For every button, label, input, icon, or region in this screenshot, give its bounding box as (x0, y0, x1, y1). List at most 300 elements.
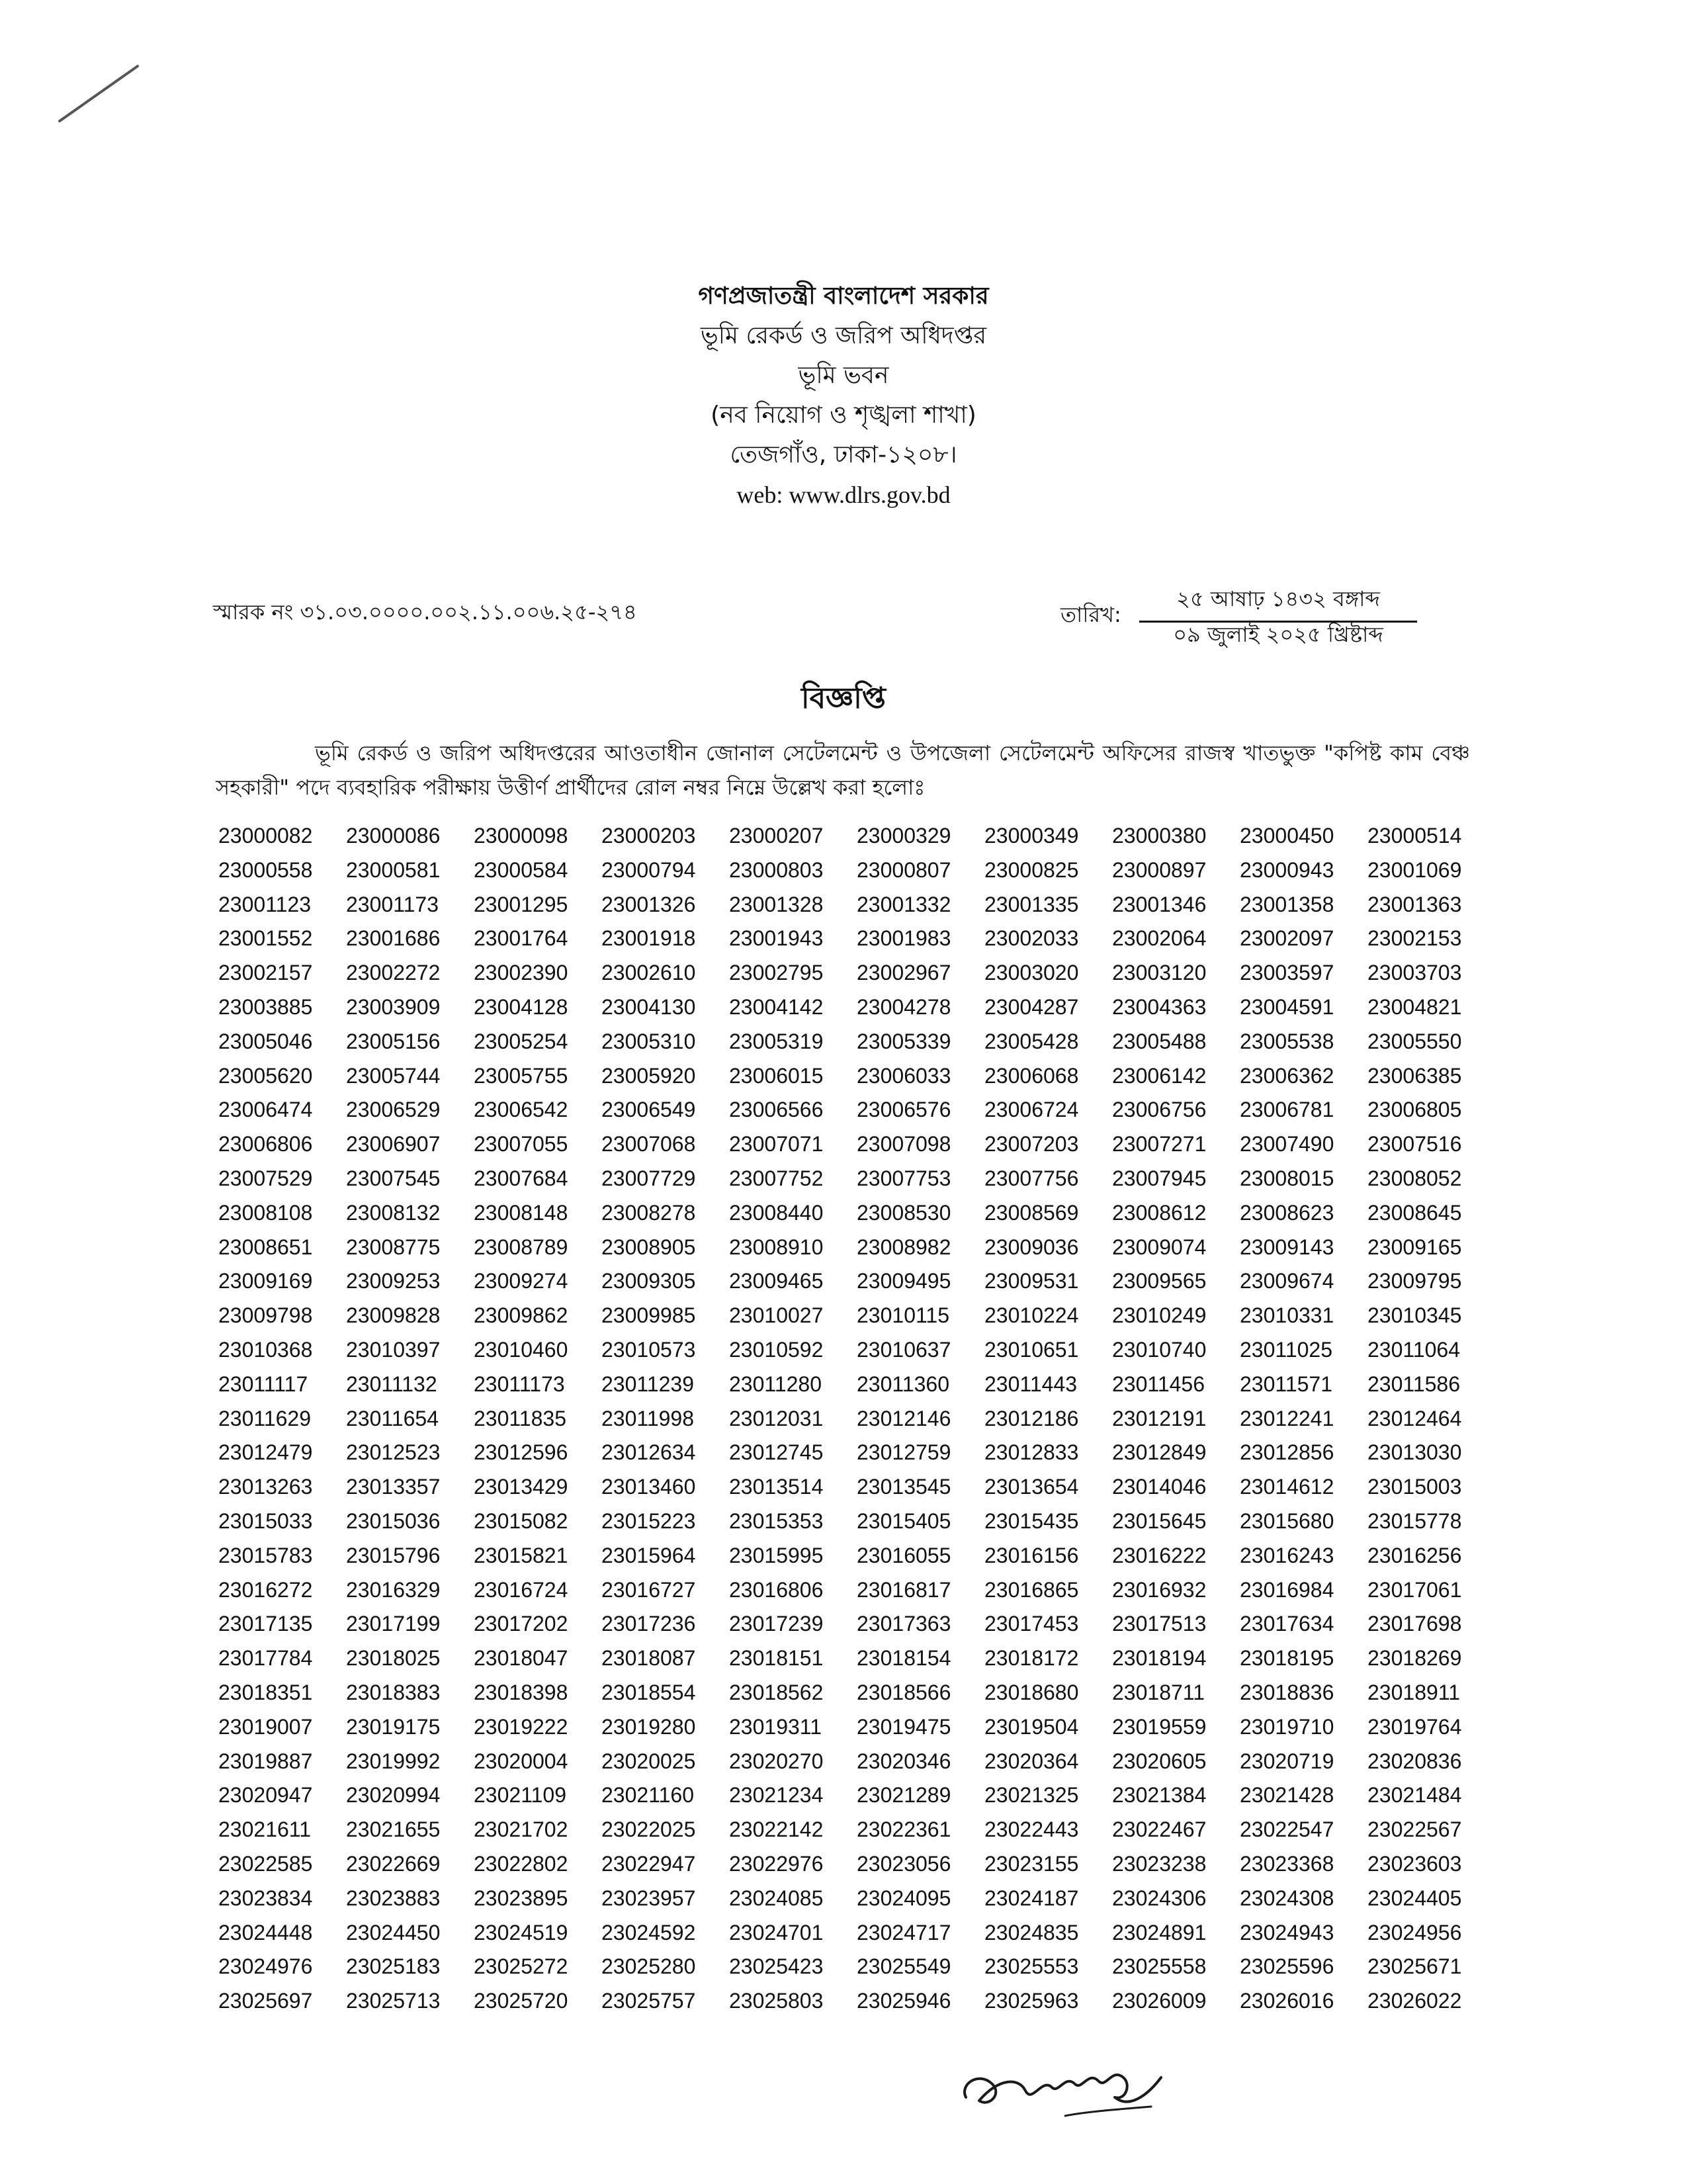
roll-number: 23007068 (601, 1132, 696, 1157)
roll-number: 23020947 (218, 1783, 313, 1808)
roll-number: 23025697 (218, 1989, 313, 2013)
roll-number: 23003020 (984, 961, 1079, 985)
roll-number: 23010651 (984, 1337, 1079, 1362)
roll-number: 23001335 (984, 892, 1079, 916)
roll-number: 23023603 (1367, 1851, 1462, 1876)
roll-number: 23015821 (474, 1543, 568, 1567)
roll-number: 23004363 (1112, 994, 1207, 1019)
roll-number: 23018154 (857, 1646, 951, 1671)
roll-number: 23018911 (1367, 1680, 1460, 1704)
roll-number: 23009795 (1367, 1269, 1462, 1293)
roll-number: 23012849 (1112, 1440, 1207, 1465)
roll-number: 23007490 (1240, 1132, 1334, 1157)
roll-number: 23000203 (601, 824, 696, 848)
roll-number: 23001328 (729, 892, 824, 916)
roll-number: 23011173 (474, 1372, 565, 1396)
roll-number: 23020364 (984, 1749, 1079, 1773)
roll-number: 23011025 (1240, 1337, 1332, 1362)
roll-number: 23025671 (1367, 1954, 1462, 1979)
roll-number: 23002033 (984, 926, 1079, 951)
roll-number: 23000943 (1240, 857, 1334, 882)
roll-number: 23005428 (984, 1029, 1079, 1053)
roll-number: 23013429 (474, 1475, 568, 1499)
roll-number: 23002097 (1240, 926, 1334, 951)
roll-number: 23001764 (474, 926, 568, 951)
roll-number: 23015033 (218, 1508, 313, 1533)
roll-number: 23020004 (474, 1749, 568, 1773)
roll-number: 23000794 (601, 857, 696, 882)
roll-number: 23000082 (218, 824, 313, 848)
website: web: www.dlrs.gov.bd (736, 482, 951, 508)
roll-number: 23016932 (1112, 1577, 1207, 1602)
roll-number: 23021428 (1240, 1783, 1334, 1808)
roll-number: 23015796 (346, 1543, 441, 1567)
roll-number: 23024448 (218, 1920, 313, 1944)
roll-number: 23005755 (474, 1063, 568, 1088)
roll-number: 23011443 (984, 1372, 1077, 1396)
roll-number: 23018151 (729, 1646, 824, 1671)
roll-number: 23018269 (1367, 1646, 1462, 1671)
roll-number: 23012745 (729, 1440, 824, 1465)
roll-number: 23020605 (1112, 1749, 1207, 1773)
roll-number: 23012523 (346, 1440, 441, 1465)
roll-number: 23006033 (857, 1063, 951, 1088)
roll-number: 23018680 (984, 1680, 1079, 1704)
roll-number: 23007752 (729, 1166, 824, 1190)
roll-number: 23025757 (601, 1989, 696, 2013)
roll-number: 23002390 (474, 961, 568, 985)
roll-number: 23006806 (218, 1132, 313, 1157)
roll-number: 23026022 (1367, 1989, 1462, 2013)
roll-number: 23007756 (984, 1166, 1079, 1190)
roll-number: 23025549 (857, 1954, 951, 1979)
roll-number: 23013263 (218, 1475, 313, 1499)
roll-number: 23017363 (857, 1612, 951, 1636)
roll-number: 23006724 (984, 1098, 1079, 1122)
date-label: তারিখ: (1060, 602, 1121, 627)
department-name: ভূমি রেকর্ড ও জরিপ অধিদপ্তর (700, 322, 987, 349)
notice-title: বিজ্ঞপ্তি (801, 681, 886, 715)
roll-number: 23019764 (1367, 1714, 1462, 1739)
roll-number: 23017784 (218, 1646, 313, 1671)
roll-number: 23019504 (984, 1714, 1079, 1739)
roll-number: 23017135 (218, 1612, 313, 1636)
roll-number: 23000581 (346, 857, 441, 882)
roll-number: 23021484 (1367, 1783, 1462, 1808)
roll-number: 23003909 (346, 994, 441, 1019)
roll-number: 23009531 (984, 1269, 1079, 1293)
roll-number: 23008440 (729, 1200, 824, 1225)
roll-number: 23008015 (1240, 1166, 1334, 1190)
roll-number: 23009985 (601, 1303, 696, 1328)
roll-number: 23009143 (1240, 1235, 1334, 1259)
roll-number: 23011064 (1367, 1337, 1460, 1362)
roll-number: 23024943 (1240, 1920, 1334, 1944)
office-address: তেজগাঁও, ঢাকা-১২০৮। (730, 441, 957, 468)
roll-number: 23023238 (1112, 1851, 1207, 1876)
roll-number: 23009305 (601, 1269, 696, 1293)
roll-number: 23009828 (346, 1303, 441, 1328)
roll-number: 23024592 (601, 1920, 696, 1944)
roll-number: 23000098 (474, 824, 568, 848)
roll-number: 23010027 (729, 1303, 824, 1328)
roll-number: 23009674 (1240, 1269, 1334, 1293)
roll-number: 23000897 (1112, 857, 1207, 882)
roll-number: 23007753 (857, 1166, 951, 1190)
roll-number: 23021109 (474, 1783, 566, 1808)
roll-number: 23006907 (346, 1132, 441, 1157)
roll-number: 23000514 (1367, 824, 1462, 848)
roll-number: 23000803 (729, 857, 824, 882)
roll-number: 23001332 (857, 892, 951, 916)
roll-number: 23002153 (1367, 926, 1462, 951)
roll-number: 23007271 (1112, 1132, 1207, 1157)
roll-number: 23017634 (1240, 1612, 1334, 1636)
roll-number: 23007098 (857, 1132, 951, 1157)
roll-number: 23006068 (984, 1063, 1079, 1088)
roll-number: 23012464 (1367, 1406, 1462, 1430)
roll-number: 23011586 (1367, 1372, 1460, 1396)
roll-number: 23013514 (729, 1475, 824, 1499)
roll-number: 23025553 (984, 1954, 1079, 1979)
roll-number: 23008132 (346, 1200, 441, 1225)
roll-number: 23017453 (984, 1612, 1079, 1636)
roll-number: 23017199 (346, 1612, 441, 1636)
roll-number: 23012031 (729, 1406, 824, 1430)
roll-number: 23011280 (729, 1372, 822, 1396)
roll-number: 23007729 (601, 1166, 696, 1190)
roll-number: 23000584 (474, 857, 568, 882)
roll-number: 23025183 (346, 1954, 441, 1979)
roll-number: 23018566 (857, 1680, 951, 1704)
roll-number: 23025963 (984, 1989, 1079, 2013)
roll-number: 23020270 (729, 1749, 824, 1773)
roll-number: 23020346 (857, 1749, 951, 1773)
roll-number: 23006474 (218, 1098, 313, 1122)
roll-number: 23008278 (601, 1200, 696, 1225)
roll-number: 23011117 (218, 1372, 308, 1396)
section-name: (নব নিয়োগ ও শৃঙ্খলা শাখা) (711, 402, 976, 429)
roll-number: 23011132 (346, 1372, 437, 1396)
roll-number: 23016329 (346, 1577, 441, 1602)
roll-number: 23007545 (346, 1166, 441, 1190)
roll-number: 23025720 (474, 1989, 568, 2013)
roll-number: 23008982 (857, 1235, 951, 1259)
roll-number: 23026016 (1240, 1989, 1334, 2013)
roll-number: 23013030 (1367, 1440, 1462, 1465)
roll-number: 23019710 (1240, 1714, 1334, 1739)
roll-number: 23024701 (729, 1920, 824, 1944)
roll-number: 23012186 (984, 1406, 1079, 1430)
roll-number: 23013654 (984, 1475, 1079, 1499)
roll-number: 23022585 (218, 1851, 313, 1876)
signature (953, 2038, 1178, 2130)
roll-number: 23011360 (857, 1372, 949, 1396)
roll-number: 23009074 (1112, 1235, 1207, 1259)
roll-number: 23024308 (1240, 1886, 1334, 1910)
roll-number: 23015680 (1240, 1508, 1334, 1533)
roll-number: 23010397 (346, 1337, 441, 1362)
roll-number: 23018383 (346, 1680, 441, 1704)
roll-number: 23006781 (1240, 1098, 1334, 1122)
roll-number: 23010249 (1112, 1303, 1207, 1328)
pen-stroke-mark (53, 58, 152, 131)
roll-number: 23007945 (1112, 1166, 1207, 1190)
roll-number: 23019311 (729, 1714, 822, 1739)
roll-number: 23007684 (474, 1166, 568, 1190)
roll-number: 23016724 (474, 1577, 568, 1602)
roll-number: 23024717 (857, 1920, 951, 1944)
roll-number: 23005254 (474, 1029, 568, 1053)
roll-number: 23019222 (474, 1714, 568, 1739)
roll-number: 23012634 (601, 1440, 696, 1465)
roll-number: 23009465 (729, 1269, 824, 1293)
roll-number: 23022467 (1112, 1817, 1207, 1842)
roll-number: 23019559 (1112, 1714, 1207, 1739)
building-name: ভূমি ভবন (798, 362, 889, 389)
roll-number: 23010592 (729, 1337, 824, 1362)
roll-number: 23005744 (346, 1063, 441, 1088)
roll-number: 23020994 (346, 1783, 441, 1808)
roll-number: 23015003 (1367, 1475, 1462, 1499)
roll-number: 23021384 (1112, 1783, 1207, 1808)
roll-number: 23018562 (729, 1680, 824, 1704)
roll-number: 23015995 (729, 1543, 824, 1567)
roll-number: 23001346 (1112, 892, 1207, 916)
roll-number: 23024306 (1112, 1886, 1207, 1910)
roll-number: 23012596 (474, 1440, 568, 1465)
roll-number: 23001363 (1367, 892, 1462, 916)
roll-number: 23023155 (984, 1851, 1079, 1876)
roll-number: 23017698 (1367, 1612, 1462, 1636)
roll-number: 23018836 (1240, 1680, 1334, 1704)
roll-number: 23006549 (601, 1098, 696, 1122)
roll-number: 23016865 (984, 1577, 1079, 1602)
roll-number: 23025803 (729, 1989, 824, 2013)
roll-number: 23008569 (984, 1200, 1079, 1225)
date-gregorian: ০৯ জুলাই ২০২৫ খ্রিষ্টাব্দ (1173, 622, 1383, 647)
roll-number: 23017236 (601, 1612, 696, 1636)
roll-number: 23011629 (218, 1406, 311, 1430)
roll-number: 23012759 (857, 1440, 951, 1465)
roll-number: 23023056 (857, 1851, 951, 1876)
roll-number: 23024085 (729, 1886, 824, 1910)
roll-number: 23021702 (474, 1817, 568, 1842)
roll-number: 23012856 (1240, 1440, 1334, 1465)
roll-number: 23008645 (1367, 1200, 1462, 1225)
notice-intro: ভূমি রেকর্ড ও জরিপ অধিদপ্তরের আওতাধীন জোনাল সেটেলমেন্ট ও উপজেলা সেটেলমেন্ট অফিসের রাজস্ব খাতভুক্ত "কপিষ্ট কাম বেঞ্চ সহকারী" পদে ব্যবহারিক পরীক্ষায় উত্তীর্ণ প্রার্থীদের রোল নম্বর নিম্নে উল্লেখ করা হলোঃ (216, 740, 1470, 800)
memo-number: স্মারক নং ৩১.০৩.০০০০.০০২.১১.০০৬.২৫-২৭৪ (213, 599, 637, 625)
roll-number: 23007055 (474, 1132, 568, 1157)
roll-number-grid (218, 819, 1495, 2019)
roll-number: 23021289 (857, 1783, 951, 1808)
roll-number: 23005488 (1112, 1029, 1207, 1053)
roll-number: 23000380 (1112, 824, 1207, 848)
roll-number: 23010345 (1367, 1303, 1462, 1328)
roll-number: 23010460 (474, 1337, 568, 1362)
roll-number: 23017061 (1367, 1577, 1462, 1602)
roll-number: 23016272 (218, 1577, 313, 1602)
roll-number: 23022361 (857, 1817, 951, 1842)
roll-number: 23024835 (984, 1920, 1079, 1944)
roll-number: 23016055 (857, 1543, 951, 1567)
roll-number: 23025558 (1112, 1954, 1207, 1979)
roll-number: 23015036 (346, 1508, 441, 1533)
roll-number: 23016222 (1112, 1543, 1207, 1567)
roll-number: 23016156 (984, 1543, 1079, 1567)
roll-number: 23022976 (729, 1851, 824, 1876)
roll-number: 23009036 (984, 1235, 1079, 1259)
roll-number: 23008905 (601, 1235, 696, 1259)
roll-number: 23012191 (1112, 1406, 1207, 1430)
roll-number: 23003885 (218, 994, 313, 1019)
roll-number: 23018711 (1112, 1680, 1205, 1704)
roll-number: 23016806 (729, 1577, 824, 1602)
roll-number: 23010637 (857, 1337, 951, 1362)
roll-number: 23011571 (1240, 1372, 1332, 1396)
roll-number: 23022142 (729, 1817, 824, 1842)
roll-number: 23013460 (601, 1475, 696, 1499)
roll-number: 23008052 (1367, 1166, 1462, 1190)
roll-number: 23006542 (474, 1098, 568, 1122)
roll-number: 23023957 (601, 1886, 696, 1910)
roll-number: 23010224 (984, 1303, 1079, 1328)
roll-number: 23005319 (729, 1029, 824, 1053)
roll-number: 23018172 (984, 1646, 1079, 1671)
roll-number: 23015223 (601, 1508, 696, 1533)
roll-number: 23024095 (857, 1886, 951, 1910)
roll-number: 23004142 (729, 994, 824, 1019)
roll-number: 23005156 (346, 1029, 441, 1053)
roll-number: 23025946 (857, 1989, 951, 2013)
roll-number: 23004287 (984, 994, 1079, 1019)
roll-number: 23000086 (346, 824, 441, 848)
roll-number: 23012479 (218, 1440, 313, 1465)
roll-number: 23011835 (474, 1406, 566, 1430)
roll-number: 23023834 (218, 1886, 313, 1910)
roll-number: 23025423 (729, 1954, 824, 1979)
roll-number: 23001358 (1240, 892, 1334, 916)
roll-number: 23009798 (218, 1303, 313, 1328)
roll-number: 23025272 (474, 1954, 568, 1979)
roll-number: 23000825 (984, 857, 1079, 882)
roll-number: 23012833 (984, 1440, 1079, 1465)
roll-number: 23000207 (729, 824, 824, 848)
roll-number: 23020025 (601, 1749, 696, 1773)
roll-number: 23018047 (474, 1646, 568, 1671)
roll-number: 23023895 (474, 1886, 568, 1910)
roll-number: 23007203 (984, 1132, 1079, 1157)
roll-number: 23019007 (218, 1714, 313, 1739)
roll-number: 23010368 (218, 1337, 313, 1362)
roll-number: 23000558 (218, 857, 313, 882)
roll-number: 23019475 (857, 1714, 951, 1739)
roll-number: 23010573 (601, 1337, 696, 1362)
roll-number: 23005620 (218, 1063, 313, 1088)
roll-number: 23024956 (1367, 1920, 1462, 1944)
roll-number: 23005920 (601, 1063, 696, 1088)
roll-number: 23002795 (729, 961, 824, 985)
roll-number: 23001686 (346, 926, 441, 951)
roll-number: 23016256 (1367, 1543, 1462, 1567)
roll-number: 23018554 (601, 1680, 696, 1704)
letterhead (0, 277, 1687, 515)
roll-number: 23010740 (1112, 1337, 1207, 1362)
roll-number: 23008530 (857, 1200, 951, 1225)
roll-number: 23015645 (1112, 1508, 1207, 1533)
roll-number: 23002064 (1112, 926, 1207, 951)
roll-number: 23020836 (1367, 1749, 1462, 1773)
roll-number: 23001943 (729, 926, 824, 951)
roll-number: 23001326 (601, 892, 696, 916)
date-bangla: ২৫ আষাঢ় ১৪৩২ বঙ্গাব্দ (1139, 582, 1417, 623)
roll-number: 23003120 (1112, 961, 1207, 985)
roll-number: 23008148 (474, 1200, 568, 1225)
roll-number: 23011239 (601, 1372, 694, 1396)
roll-number: 23008612 (1112, 1200, 1207, 1225)
roll-number: 23024891 (1112, 1920, 1207, 1944)
roll-number: 23000807 (857, 857, 951, 882)
roll-number: 23013545 (857, 1475, 951, 1499)
roll-number: 23002967 (857, 961, 951, 985)
roll-number: 23021234 (729, 1783, 824, 1808)
roll-number: 23002272 (346, 961, 441, 985)
roll-number: 23006805 (1367, 1098, 1462, 1122)
roll-number: 23009274 (474, 1269, 568, 1293)
roll-number: 23024519 (474, 1920, 568, 1944)
roll-number: 23005310 (601, 1029, 696, 1053)
roll-number: 23018398 (474, 1680, 568, 1704)
roll-number: 23023883 (346, 1886, 441, 1910)
roll-number: 23005550 (1367, 1029, 1462, 1053)
roll-number: 23004591 (1240, 994, 1334, 1019)
roll-number: 23005046 (218, 1029, 313, 1053)
roll-number: 23008108 (218, 1200, 313, 1225)
roll-number: 23008775 (346, 1235, 441, 1259)
roll-number: 23024187 (984, 1886, 1079, 1910)
roll-number: 23012241 (1240, 1406, 1334, 1430)
roll-number: 23014046 (1112, 1475, 1207, 1499)
roll-number: 23021325 (984, 1783, 1079, 1808)
roll-number: 23021611 (218, 1817, 311, 1842)
roll-number: 23009169 (218, 1269, 313, 1293)
roll-number: 23016817 (857, 1577, 951, 1602)
roll-number: 23000349 (984, 824, 1079, 848)
roll-number: 23012146 (857, 1406, 951, 1430)
roll-number: 23025280 (601, 1954, 696, 1979)
roll-number: 23001069 (1367, 857, 1462, 882)
roll-number: 23009165 (1367, 1235, 1462, 1259)
roll-number: 23001983 (857, 926, 951, 951)
roll-number: 23007529 (218, 1166, 313, 1190)
roll-number: 23015964 (601, 1543, 696, 1567)
roll-number: 23024450 (346, 1920, 441, 1944)
roll-number: 23017239 (729, 1612, 824, 1636)
roll-number: 23009253 (346, 1269, 441, 1293)
roll-number: 23007071 (729, 1132, 824, 1157)
roll-number: 23025596 (1240, 1954, 1334, 1979)
government-name: গণপ্রজাতন্ত্রী বাংলাদেশ সরকার (698, 283, 989, 310)
roll-number: 23006385 (1367, 1063, 1462, 1088)
roll-number: 23005339 (857, 1029, 951, 1053)
roll-number: 23004128 (474, 994, 568, 1019)
roll-number: 23015405 (857, 1508, 951, 1533)
roll-number: 23019175 (346, 1714, 441, 1739)
roll-number: 23018351 (218, 1680, 313, 1704)
roll-number: 23011456 (1112, 1372, 1205, 1396)
roll-number: 23001552 (218, 926, 313, 951)
roll-number: 23000329 (857, 824, 951, 848)
